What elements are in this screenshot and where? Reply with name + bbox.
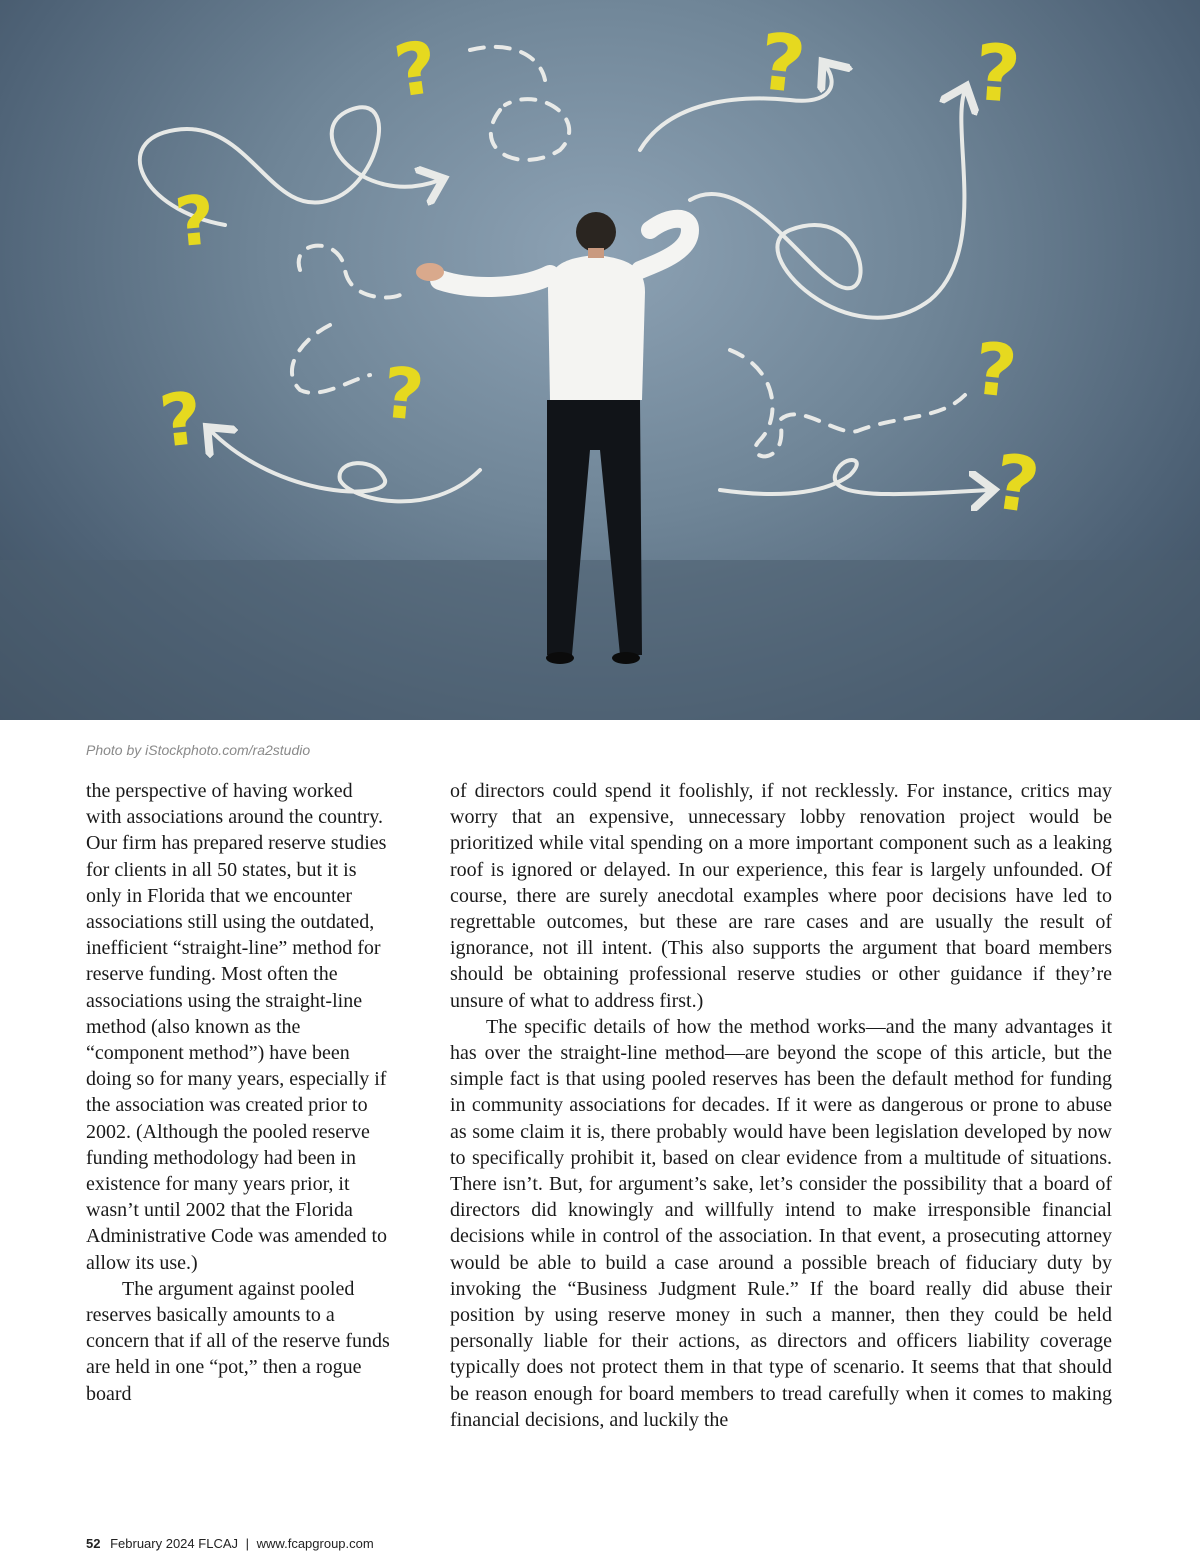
chalk-curve-right	[690, 90, 965, 318]
question-mark-2: ?	[754, 17, 810, 112]
hero-illustration	[0, 0, 1200, 720]
question-mark-6: ?	[155, 375, 207, 464]
column1-paragraph-2: The argument against pooled reserves basically amounts to a concern that if all of the reserve funds are held in one “pot,” then a rogue board	[86, 1277, 390, 1405]
chalk-dashed-top	[470, 47, 545, 80]
chalk-dashed-right	[730, 350, 965, 456]
website-link[interactable]: www.fcapgroup.com	[256, 1536, 374, 1551]
question-mark-7: ?	[970, 326, 1021, 415]
chalk-dashed-mid-left	[299, 246, 400, 298]
page-footer	[86, 1536, 374, 1551]
issue-date: February 2024	[110, 1536, 195, 1551]
text-column-right	[450, 778, 1112, 1433]
photo-credit: Photo by iStockphoto.com/ra2studio	[86, 742, 311, 758]
text-column-left	[86, 778, 390, 1407]
footer-separator: |	[245, 1536, 250, 1551]
chalk-curve-bottom-right	[720, 460, 990, 494]
publication-name: FLCAJ	[198, 1536, 239, 1551]
column2-paragraph-1: of directors could spend it foolishly, if not recklessly. For instance, critics may worry that an expensive, unnecessary lobby renovation project would be prioritized while vital spending on a more important component such as a leaking roof is ignored or delayed. In our experience, this fear is largely unfounded. Of course, there are surely anecdotal examples where poor decisions have led to regrettable outcomes, but these are rare cases and are usually the result of ignorance, not ill intent. (This also supports the argument that board members should be obtaining professional reserve studies or other guidance if they’re unsure of what to address first.)	[450, 780, 1112, 1012]
question-mark-8: ?	[988, 436, 1045, 531]
column2-paragraph-2: The specific details of how the method works—and the many advantages it has over the straight-line method—are beyond the scope of this article, but the simple fact is that using pooled reserves has been the default method for funding in community associations for decades. If it were as dangerous or prone to abuse as some claim it is, there probably would have been legislation developed by now to specifically prohibit it, based on clear evidence from a multitude of situations. There isn’t. But, for argument’s sake, let’s consider the possibility that a board of directors did knowingly and willfully intend to make irresponsible financial decisions while in control of the association. In that event, a prosecuting attorney would be able to build a case around a possible breach of fiduciary duty by invoking the “Business Judgment Rule.” If the board really did abuse their position by using reserve money in such a manner, then they could be held personally liable for their actions, as directors and officers liability coverage typically does not protect them in that type of scenario. It seems that that should be reason enough for board members to tread carefully when it comes to making financial decisions, and luckily the	[450, 1015, 1112, 1431]
question-mark-4: ?	[171, 181, 219, 264]
question-mark-5: ?	[379, 351, 428, 437]
hero-photo	[0, 0, 1200, 720]
chalk-curve-bottom-left	[210, 430, 480, 501]
question-mark-3: ?	[971, 28, 1024, 121]
column1-paragraph-1: the perspective of having worked with associations around the country. Our firm has prepared reserve studies for clients in all 50 states, but it is only in Florida that we encounter associations still using the outdated, inefficient “straight-line” method for reserve funding. Most often the associations using the straight-line method (also known as the “component method”) have been doing so for many years, especially if the association was created prior to 2002. (Although the pooled reserve funding methodology had been in existence for many years prior, it wasn’t until 2002 that the Florida Administrative Code was amended to allow its use.)	[86, 780, 388, 1274]
page-number: 52	[86, 1536, 101, 1551]
chalk-dashed-mid-left-2	[292, 325, 370, 393]
question-mark-1: ?	[389, 24, 443, 114]
chalk-dashed-circle	[491, 99, 569, 160]
